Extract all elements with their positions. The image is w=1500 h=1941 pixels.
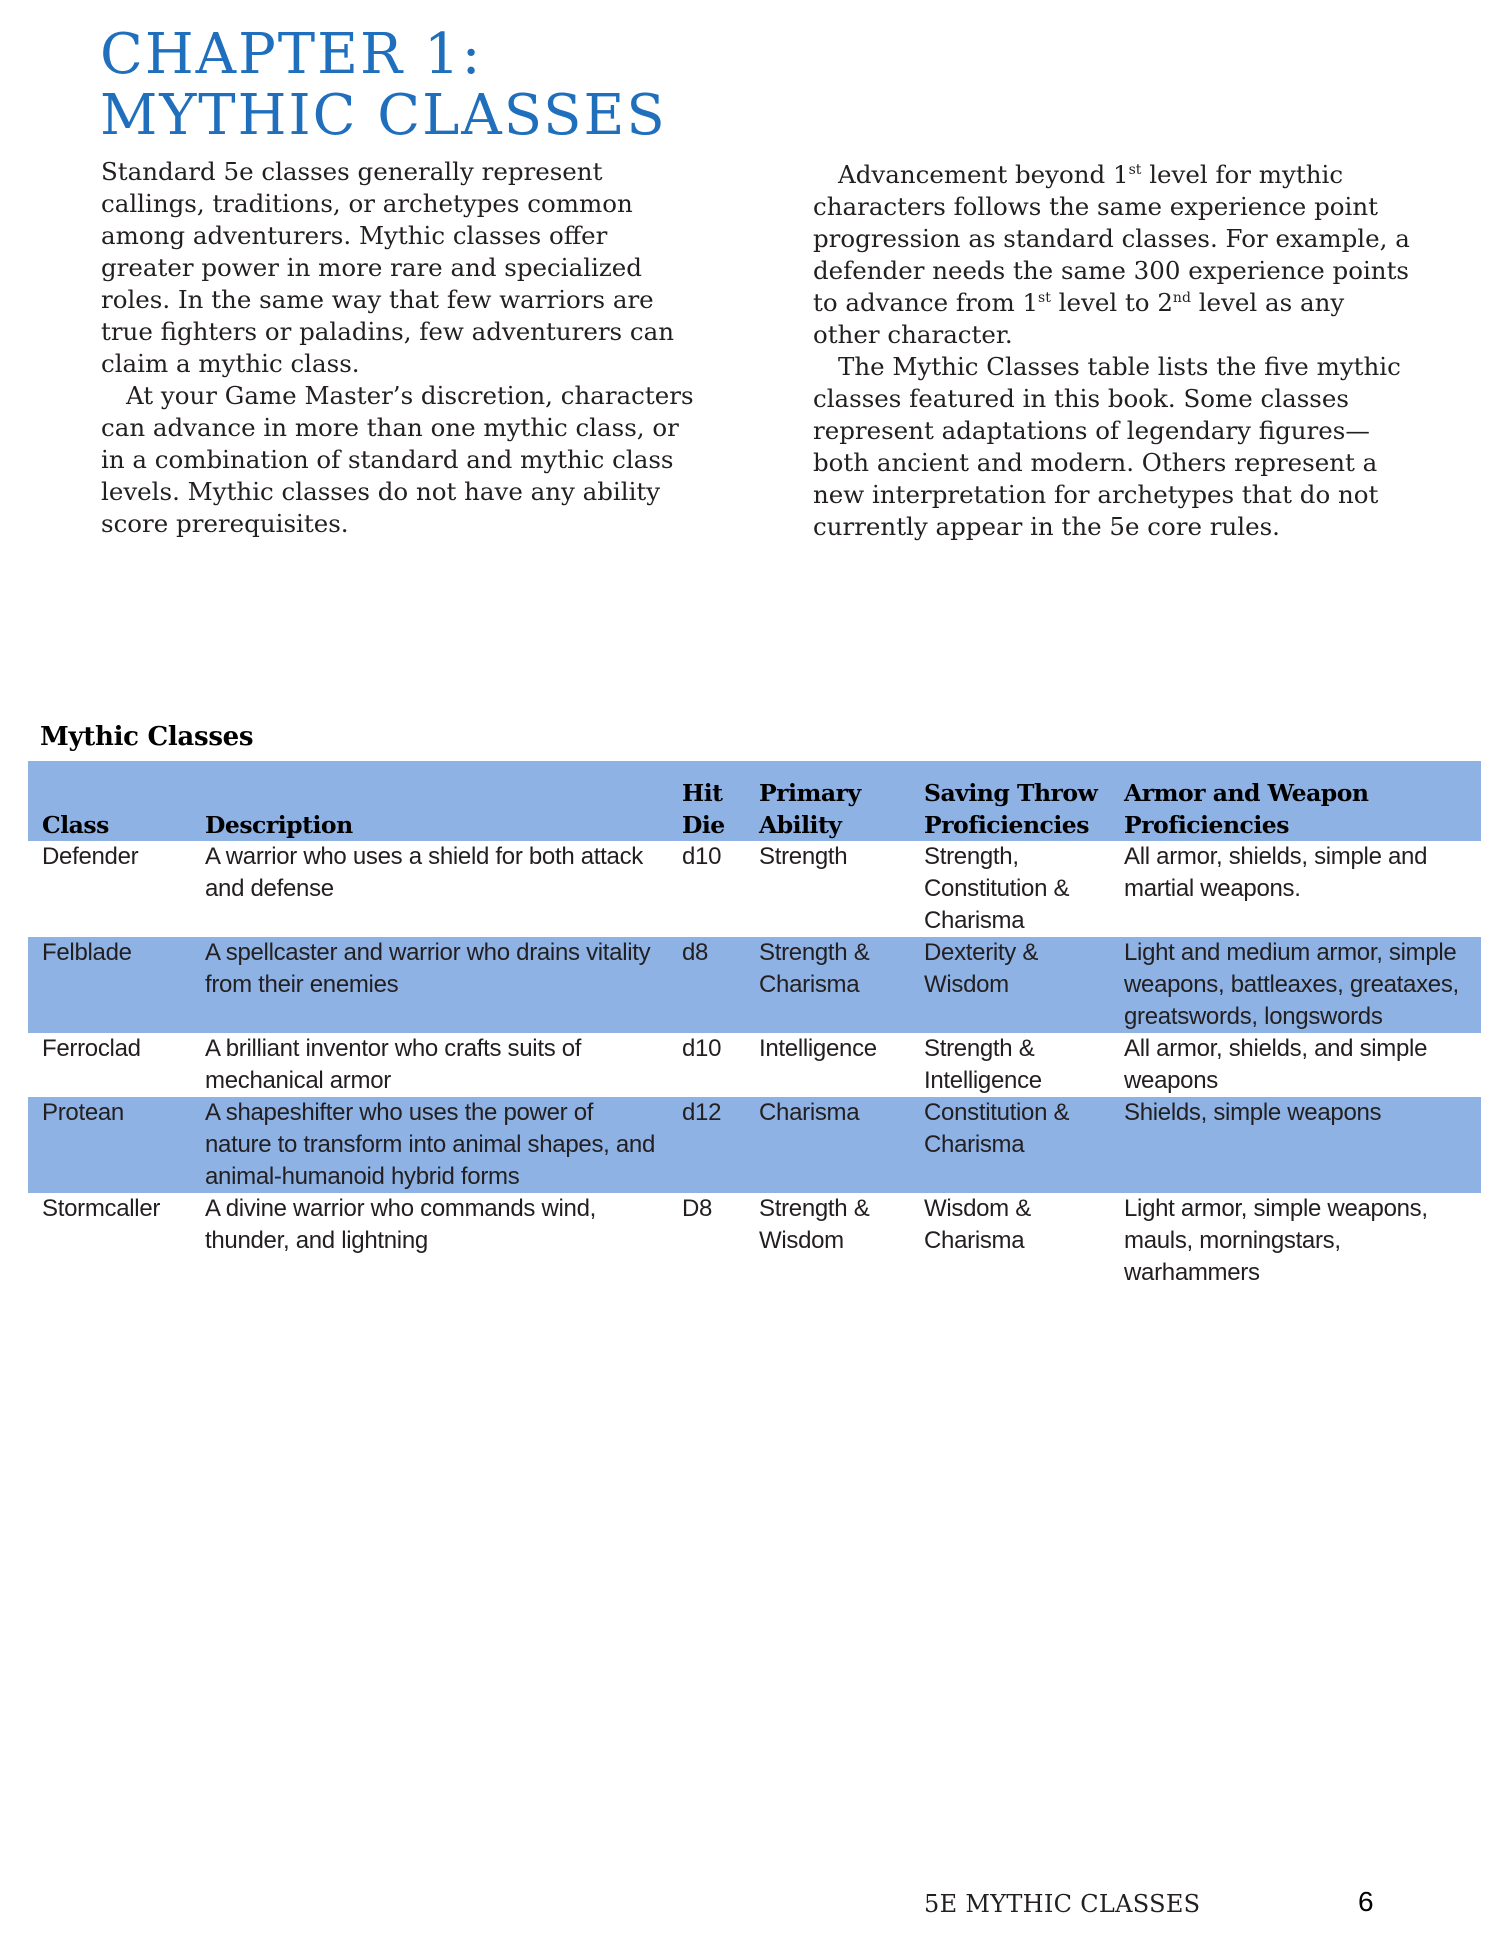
cell-armor-weapons: Shields, simple weapons: [1110, 1097, 1481, 1193]
cell-primary-ability: Intelligence: [759, 1035, 877, 1062]
cell-primary-ability: Charisma: [745, 1097, 910, 1193]
cell-saving-throws: Strength & Intelligence: [924, 1035, 1042, 1094]
intro-left-column: [101, 156, 701, 540]
intro-right-column: [813, 159, 1413, 543]
header-armor-weapons: Armor and Weapon Proficiencies: [1110, 761, 1481, 841]
table-header-row: [28, 761, 1481, 841]
table-row: [28, 1033, 1481, 1097]
cell-hit-die: d10: [682, 843, 722, 870]
table-row: [28, 937, 1481, 1033]
footer-book-title: 5E MYTHIC CLASSES: [924, 1890, 1201, 1918]
cell-class: Stormcaller: [42, 1195, 161, 1222]
cell-description: A spellcaster and warrior who drains vitality from their enemies: [191, 937, 672, 1033]
page-number: 6: [1358, 1886, 1374, 1917]
table-row: [28, 1193, 1481, 1289]
cell-class: Defender: [42, 843, 139, 870]
cell-saving-throws: Constitution & Charisma: [910, 1097, 1110, 1193]
advancement-paragraph: Advancement beyond 1st level for mythic characters follows the same experience point progression as standard classes. For example, a defender needs the same 300 experience points to advance from 1st level to 2nd level as any other character.: [813, 160, 1410, 349]
header-hit-die: Hit Die: [672, 761, 745, 841]
header-class: Class: [28, 761, 191, 841]
table-row: [28, 841, 1481, 937]
cell-primary-ability: Strength & Charisma: [745, 937, 910, 1033]
mythic-classes-table: [28, 761, 1481, 1289]
cell-description: A brilliant inventor who crafts suits of mechanical armor: [205, 1035, 582, 1094]
cell-hit-die: d10: [682, 1035, 722, 1062]
cell-hit-die: d12: [672, 1097, 745, 1193]
cell-class: Felblade: [28, 937, 191, 1033]
intro-paragraph-1: Standard 5e classes generally represent callings, traditions, or archetypes common among adventurers. Mythic classes offer greater power in more rare and specialized roles. In the same way that few warriors are true fighters or paladins, few adventurers can claim a mythic class.: [101, 157, 675, 378]
header-description: Description: [191, 761, 672, 841]
cell-armor-weapons: Light armor, simple weapons, mauls, morningstars, warhammers: [1124, 1195, 1428, 1286]
cell-saving-throws: Wisdom & Charisma: [924, 1195, 1031, 1254]
cell-class: Protean: [28, 1097, 191, 1193]
cell-description: A divine warrior who commands wind, thunder, and lightning: [205, 1195, 596, 1254]
cell-armor-weapons: All armor, shields, and simple weapons: [1124, 1035, 1428, 1094]
cell-saving-throws: Strength, Constitution & Charisma: [924, 843, 1070, 934]
table-row: [28, 1097, 1481, 1193]
cell-armor-weapons: Light and medium armor, simple weapons, battleaxes, greataxes, greatswords, longswords: [1110, 937, 1481, 1033]
cell-hit-die: d8: [672, 937, 745, 1033]
header-primary-ability: Primary Ability: [745, 761, 910, 841]
cell-saving-throws: Dexterity & Wisdom: [910, 937, 1110, 1033]
cell-armor-weapons: All armor, shields, simple and martial weapons.: [1124, 843, 1428, 902]
classes-table-intro-paragraph: The Mythic Classes table lists the five mythic classes featured in this book. Some classes represent adaptations of legendary figures—both ancient and modern. Others represent a new interpretation for archetypes that do not currently appear in the 5e core rules.: [813, 352, 1401, 541]
cell-hit-die: D8: [682, 1195, 713, 1222]
chapter-title-line-1: CHAPTER 1:: [100, 22, 483, 87]
cell-class: Ferroclad: [42, 1035, 141, 1062]
header-saving-throws: Saving Throw Proficiencies: [910, 761, 1110, 841]
cell-primary-ability: Strength & Wisdom: [759, 1195, 870, 1254]
cell-description: A shapeshifter who uses the power of nature to transform into animal shapes, and animal-humanoid hybrid forms: [191, 1097, 672, 1193]
intro-paragraph-2: At your Game Master’s discretion, characters can advance in more than one mythic class, or in a combination of standard and mythic class levels. Mythic classes do not have any ability score prerequisites.: [101, 381, 694, 538]
chapter-title: [100, 24, 720, 146]
chapter-title-line-2: MYTHIC CLASSES: [100, 83, 667, 148]
cell-primary-ability: Strength: [759, 843, 848, 870]
table-title: Mythic Classes: [40, 722, 254, 752]
cell-description: A warrior who uses a shield for both attack and defense: [205, 843, 643, 902]
